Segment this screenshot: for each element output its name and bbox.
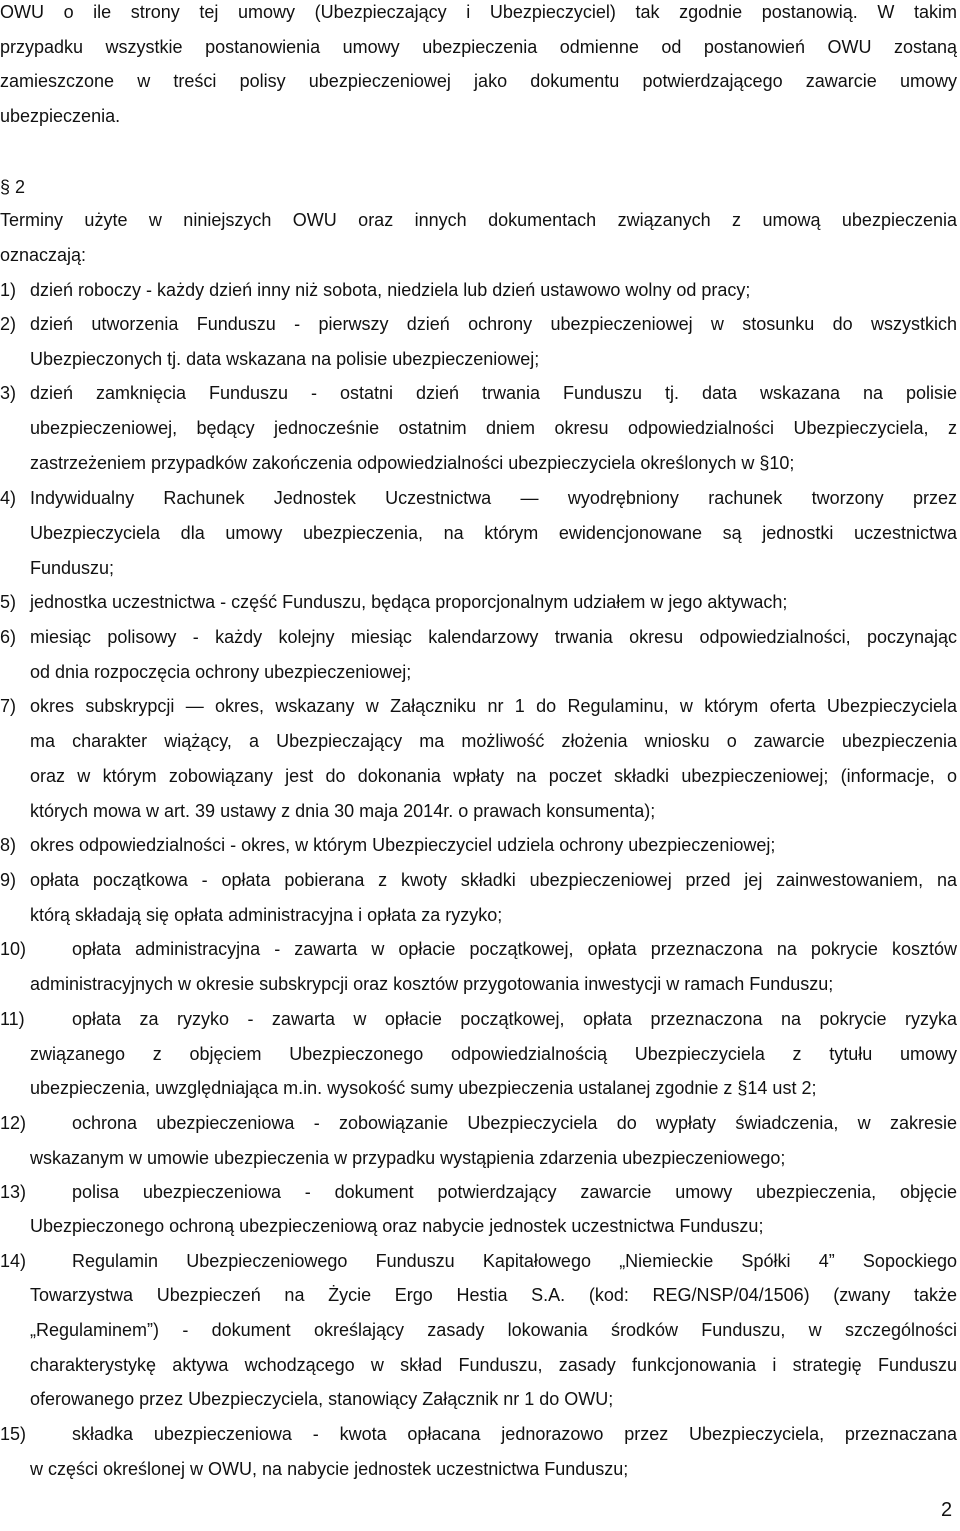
item-number: 2) bbox=[0, 314, 17, 334]
item-text-line: opłata administracyjna - zawarta w opłacie początkowej, opłata przeznaczona na pokrycie kosztów bbox=[72, 939, 957, 959]
item-text-line: jednostka uczestnictwa - część Funduszu, będąca proporcjonalnym udziałem w jego aktywach; bbox=[30, 592, 788, 612]
item-text-line: dzień roboczy - każdy dzień inny niż sobota, niedziela lub dzień ustawowo wolny od pracy; bbox=[30, 280, 751, 300]
item-number: 3) bbox=[0, 383, 17, 403]
item-text-line: ubezpieczenia, uwzględniająca m.in. wysokość sumy ubezpieczenia ustalanej zgodnie z §14 ust 2; bbox=[30, 1078, 817, 1098]
intro-line: OWU o ile strony tej umowy (Ubezpieczający i Ubezpieczyciel) tak zgodnie postanowią. W takim bbox=[0, 2, 957, 22]
item-text-line: wskazanym w umowie ubezpieczenia w przypadku wystąpienia zdarzenia ubezpieczeniowego; bbox=[30, 1148, 786, 1168]
item-number: 8) bbox=[0, 835, 17, 855]
item-text-line: zastrzeżeniem przypadków zakończenia odpowiedzialności ubezpieczyciela określonych w §10; bbox=[30, 453, 795, 473]
item-number: 7) bbox=[0, 696, 17, 716]
item-text-line: okres odpowiedzialności - okres, w którym Ubezpieczyciel udziela ochrony ubezpieczeniowej; bbox=[30, 835, 776, 855]
item-text-line: miesiąc polisowy - każdy kolejny miesiąc kalendarzowy trwania okresu odpowiedzialności, poczynając bbox=[30, 627, 957, 647]
item-number: 10) bbox=[0, 939, 27, 959]
item-text-line: ubezpieczeniowej, będący jednocześnie ostatnim dniem okresu odpowiedzialności Ubezpieczyciela, z bbox=[30, 418, 957, 438]
intro-line: ubezpieczenia. bbox=[0, 106, 121, 126]
item-number: 11) bbox=[0, 1009, 25, 1029]
item-text-line: ochrona ubezpieczeniowa - zobowiązanie Ubezpieczyciela do wypłaty świadczenia, w zakresie bbox=[72, 1113, 957, 1133]
item-text-line: opłata początkowa - opłata pobierana z kwoty składki ubezpieczeniowej przed jej zainwestowaniem, na bbox=[30, 870, 957, 890]
item-text-line: Funduszu; bbox=[30, 558, 115, 578]
item-number: 12) bbox=[0, 1113, 27, 1133]
item-text-line: administracyjnych w okresie subskrypcji oraz kosztów przygotowania inwestycji w ramach Funduszu; bbox=[30, 974, 834, 994]
item-number: 5) bbox=[0, 592, 17, 612]
item-text-line: związanego z objęciem Ubezpieczonego odpowiedzialnością Ubezpieczyciela z tytułu umowy bbox=[30, 1044, 957, 1064]
item-text-line: Regulamin Ubezpieczeniowego Funduszu Kapitałowego „Niemieckie Spółki 4” Sopockiego bbox=[72, 1251, 957, 1271]
item-number: 14) bbox=[0, 1251, 27, 1271]
item-number: 15) bbox=[0, 1424, 27, 1444]
item-text-line: Ubezpieczyciela dla umowy ubezpieczenia, na którym ewidencjonowane są jednostki uczestnictwa bbox=[30, 523, 957, 543]
item-text-line: „Regulaminem”) - dokument określający zasady lokowania środków Funduszu, w szczególności bbox=[30, 1320, 957, 1340]
item-text-line: których mowa w art. 39 ustawy z dnia 30 maja 2014r. o prawach konsumenta); bbox=[30, 801, 656, 821]
item-text-line: którą składają się opłata administracyjna i opłata za ryzyko; bbox=[30, 905, 503, 925]
page-number: 2 bbox=[941, 1499, 953, 1521]
intro-line: zamieszczone w treści polisy ubezpieczeniowej jako dokumentu potwierdzającego zawarcie umowy bbox=[0, 71, 957, 91]
item-number: 4) bbox=[0, 488, 17, 508]
item-text-line: charakterystykę aktywa wchodzącego w skład Funduszu, zasady funkcjonowania i strategię Funduszu bbox=[30, 1355, 957, 1375]
section-number: 2 bbox=[15, 177, 26, 197]
item-number: 9) bbox=[0, 870, 17, 890]
item-number: 6) bbox=[0, 627, 17, 647]
preamble-line: Terminy użyte w niniejszych OWU oraz innych dokumentach związanych z umową ubezpieczenia bbox=[0, 210, 957, 230]
item-text-line: w części określonej w OWU, na nabycie jednostek uczestnictwa Funduszu; bbox=[30, 1459, 629, 1479]
item-text-line: opłata za ryzyko - zawarta w opłacie początkowej, opłata przeznaczona na pokrycie ryzyka bbox=[72, 1009, 957, 1029]
item-text-line: polisa ubezpieczeniowa - dokument potwierdzający zawarcie umowy ubezpieczenia, objęcie bbox=[72, 1182, 957, 1202]
section-sign: § bbox=[0, 177, 11, 197]
item-number: 13) bbox=[0, 1182, 27, 1202]
item-text-line: oraz w którym zobowiązany jest do dokonania wpłaty na poczet składki ubezpieczeniowej; (informacje, o bbox=[30, 766, 957, 786]
item-text-line: Ubezpieczonych tj. data wskazana na polisie ubezpieczeniowej; bbox=[30, 349, 540, 369]
item-text-line: okres subskrypcji — okres, wskazany w Załączniku nr 1 do Regulaminu, w którym oferta Ubezpieczyciela bbox=[30, 696, 957, 716]
item-text-line: Ubezpieczonego ochroną ubezpieczeniową oraz nabycie jednostek uczestnictwa Funduszu; bbox=[30, 1216, 764, 1236]
item-text-line: Indywidualny Rachunek Jednostek Uczestnictwa — wyodrębniony rachunek tworzony przez bbox=[30, 488, 957, 508]
item-text-line: dzień utworzenia Funduszu - pierwszy dzień ochrony ubezpieczeniowej w stosunku do wszystkich bbox=[30, 314, 957, 334]
item-number: 1) bbox=[0, 280, 17, 300]
item-text-line: dzień zamknięcia Funduszu - ostatni dzień trwania Funduszu tj. data wskazana na polisie bbox=[30, 383, 957, 403]
section-heading bbox=[0, 175, 25, 199]
item-text-line: od dnia rozpoczęcia ochrony ubezpieczeniowej; bbox=[30, 662, 412, 682]
item-text-line: ma charakter wiążący, a Ubezpieczający ma możliwość złożenia wniosku o zawarcie ubezpieczenia bbox=[30, 731, 957, 751]
item-text-line: Towarzystwa Ubezpieczeń na Życie Ergo Hestia S.A. (kod: REG/NSP/04/1506) (zwany także bbox=[30, 1285, 957, 1305]
item-text-line: składka ubezpieczeniowa - kwota opłacana jednorazowo przez Ubezpieczyciela, przeznaczana bbox=[72, 1424, 957, 1444]
item-text-line: oferowanego przez Ubezpieczyciela, stanowiący Załącznik nr 1 do OWU; bbox=[30, 1389, 614, 1409]
preamble-line: oznaczają: bbox=[0, 245, 87, 265]
intro-line: przypadku wszystkie postanowienia umowy ubezpieczenia odmienne od postanowień OWU zostaną bbox=[0, 37, 957, 57]
